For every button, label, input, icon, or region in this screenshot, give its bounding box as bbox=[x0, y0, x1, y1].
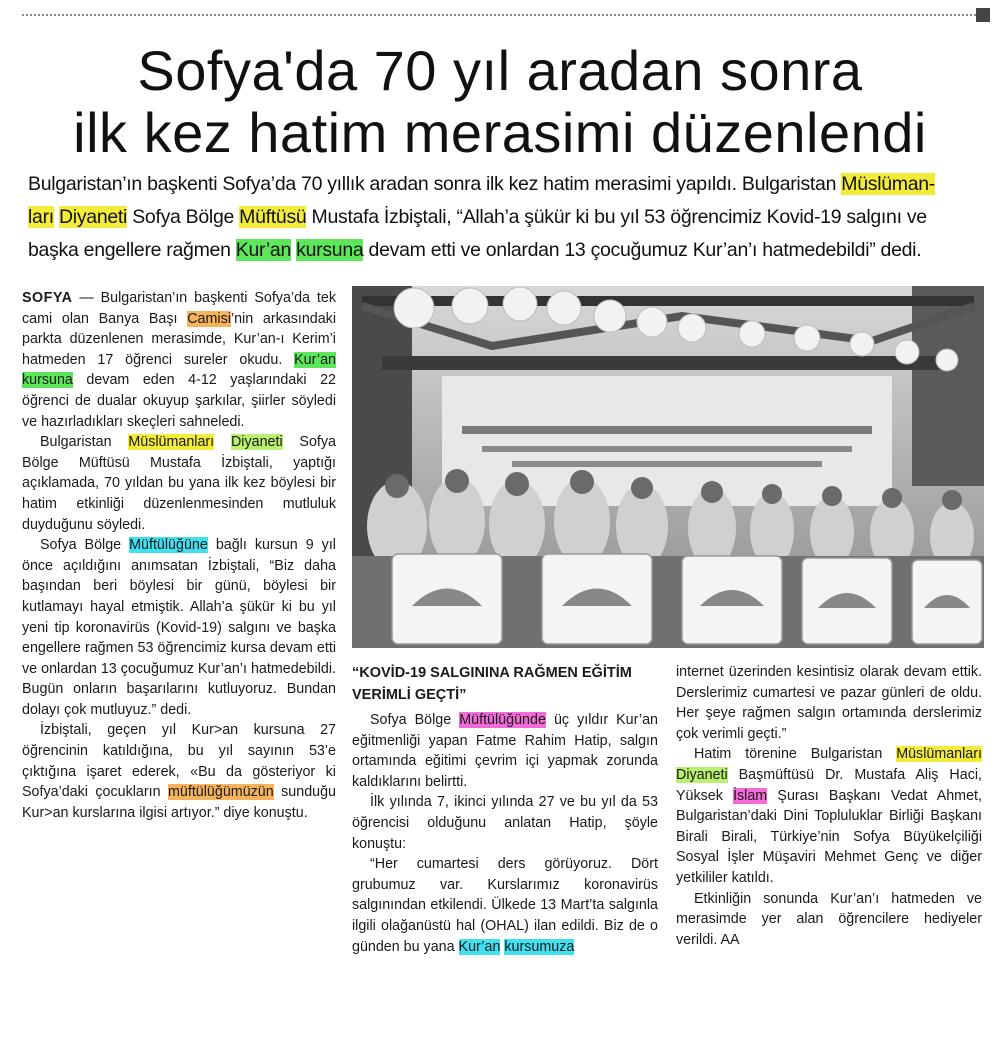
highlight-keyword: Müslüman- bbox=[841, 173, 935, 195]
top-dotted-rule bbox=[22, 14, 980, 16]
body-text: Bulgaristan bbox=[40, 434, 129, 451]
lead-text: Mustafa İzbiştali, “Allah’a şükür ki bu yıl 53 öğrencimiz Kovid-19 salgını ve başka engellere rağmen bbox=[28, 206, 927, 261]
highlight-keyword: Diyaneti bbox=[59, 206, 128, 228]
highlight-keyword: müftülüğümüzün bbox=[168, 784, 274, 801]
body-text: üç yıldır Kur’an eğitmenliği yapan Fatme Rahim Hatip, salgın ortamında eğitimi çevrim içi yapmak zorunda kaldıklarını belirtti. bbox=[352, 712, 658, 790]
corner-marker bbox=[976, 8, 990, 22]
highlight-keyword: Camisi bbox=[187, 310, 231, 327]
body-text: Sofya Bölge Müftüsü Mustafa İzbiştali, yaptığı açıklamada, 70 yıldan bu yana ilk kez böylesi bir hatim etkinliği düzenlenmesinden mutluluk duyduğunu söyledi. bbox=[22, 434, 336, 533]
section-subhead: “KOVİD-19 SALGININA RAĞMEN EĞİTİM VERİMLİ GEÇTİ” bbox=[352, 665, 632, 703]
article-paragraph bbox=[352, 854, 658, 957]
headline-line-2: ilk kez hatim merasimi düzenlendi bbox=[73, 101, 927, 164]
article-paragraph bbox=[22, 535, 336, 720]
article-paragraph bbox=[22, 720, 336, 823]
body-text: Başmüftüsü Dr. Mustafa Aliş Haci, Yüksek bbox=[676, 766, 982, 804]
article-paragraph bbox=[22, 288, 336, 432]
body-text: sunduğu Kur>an kurslarına ilgisi artıyor.” diye konuştu. bbox=[22, 784, 336, 821]
body-text: devam eden 4-12 yaşlarındaki 22 öğrenci de dualar okuyup şarkılar, şiirler söyledi ve hazırladıkları skeçleri sahneledi. bbox=[22, 372, 336, 430]
body-text: ’nin arkasındaki parkta düzenlenen merasimde, Kur’an-ı Kerim’i hatmeden 17 öğrenci sureler okudu. bbox=[22, 310, 337, 368]
highlight-keyword: Diyaneti bbox=[676, 766, 728, 783]
highlight-keyword: İslam bbox=[733, 787, 768, 804]
body-text: Şurası Başkanı Vedat Ahmet, Bulgaristan’daki Dini Topluluklar Birliği Başkanı Birali Birali, Türkiye’nin Sofya Büyükelçiliği Sosyal İşler Müşaviri Mehmet Genç ve diğer yetkililer katıldı. bbox=[676, 787, 982, 886]
article-paragraph: internet üzerinden kesintisiz olarak devam ettik. Derslerimiz cumartesi ve pazar günleri de oldu. Her şeye rağmen salgın ortamında derslerimiz çok verimli geçti.” bbox=[676, 664, 982, 742]
ceremony-photo bbox=[352, 286, 984, 648]
ceremony-photo-graphic bbox=[352, 286, 984, 648]
body-text: bağlı kursun 9 yıl önce açıldığını anımsatan İzbiştali, “Biz daha başından beri böylesi bir günü, böylesi bir kutlamayı hayal etmiştik. Allah’a şükür ki bu yıl yeni tip koronavirüs (Kovid-19) salgını ve başka engellere rağmen 53 öğrencimiz kursa devam etti ve onlardan 13 çocuğumuz Kur’an’ı hatmedebildi. Bugün onların başarılarını kutluyoruz. Bundan dolayı çok mutluyuz.” dedi. bbox=[22, 537, 336, 718]
lead-paragraph bbox=[28, 168, 978, 267]
article-paragraph: İlk yılında 7, ikinci yılında 27 ve bu yıl da 53 öğrencisi olduğunu anlatan Hatip, şöyle konuştu: bbox=[352, 794, 658, 852]
headline-line-1: Sofya'da 70 yıl aradan sonra bbox=[137, 39, 863, 102]
highlight-keyword: Diyaneti bbox=[230, 434, 283, 451]
highlight-keyword: kursuna bbox=[296, 239, 364, 261]
article-paragraph: Etkinliğin sonunda Kur’an’ı hatmeden ve merasimde yer alan öğrencilere hediyeler verildi. AA bbox=[676, 890, 982, 948]
highlight-keyword: Müftüsü bbox=[239, 206, 307, 228]
highlight-keyword: Kur’an bbox=[235, 239, 292, 261]
lead-text: Sofya Bölge bbox=[127, 206, 240, 228]
highlight-keyword: Müslümanları bbox=[128, 434, 215, 451]
highlight-keyword: kursumuza bbox=[504, 938, 575, 955]
highlight-keyword: Kur’an bbox=[458, 938, 501, 955]
lead-text: devam etti ve onlardan 13 çocuğumuz Kur’an’ı hatmedebildi” dedi. bbox=[363, 239, 922, 261]
body-text: Hatim törenine Bulgaristan bbox=[694, 746, 897, 763]
article-paragraph bbox=[676, 744, 982, 888]
body-text: “Her cumartesi ders görüyoruz. Dört grubumuz var. Kurslarımız koronavirüs salgınından etkilendi. Ülkede 13 Mart’ta salgınla ilgili olağanüstü hal (OHAL) ilan edildi. Biz de o günden bu yana bbox=[352, 856, 658, 955]
highlight-keyword: Müslümanları bbox=[896, 746, 982, 763]
dateline: SOFYA bbox=[22, 290, 73, 306]
article-paragraph bbox=[352, 710, 658, 792]
highlight-keyword: Müftülüğünde bbox=[459, 712, 546, 728]
article-column-1 bbox=[22, 288, 336, 823]
headline bbox=[0, 40, 1000, 164]
body-text: Sofya Bölge bbox=[370, 712, 460, 728]
highlight-keyword: Müftülüğüne bbox=[129, 537, 208, 554]
body-text: İzbiştali, geçen yıl Kur>an kursuna 27 öğrencinin katıldığına, bu yıl sayının 53’e çıktığına işaret ederek, «Bu da gösteriyor ki Sofya’daki çocukların bbox=[22, 722, 336, 801]
body-text: Sofya Bölge bbox=[40, 537, 130, 554]
article-column-2 bbox=[352, 662, 658, 957]
highlight-keyword: Kur’an bbox=[294, 351, 336, 368]
lead-text: Bulgaristan’ın başkenti Sofya’da 70 yıllık aradan sonra ilk kez hatim merasimi yapıldı. Bulgaristan bbox=[28, 173, 842, 195]
highlight-keyword: kursuna bbox=[22, 372, 73, 389]
highlight-keyword: ları bbox=[28, 206, 54, 228]
article-paragraph bbox=[22, 432, 336, 535]
article-column-3 bbox=[676, 662, 982, 950]
body-text: — Bulgaristan’ın başkenti Sofya’da tek cami olan Banya Başı bbox=[22, 290, 336, 327]
